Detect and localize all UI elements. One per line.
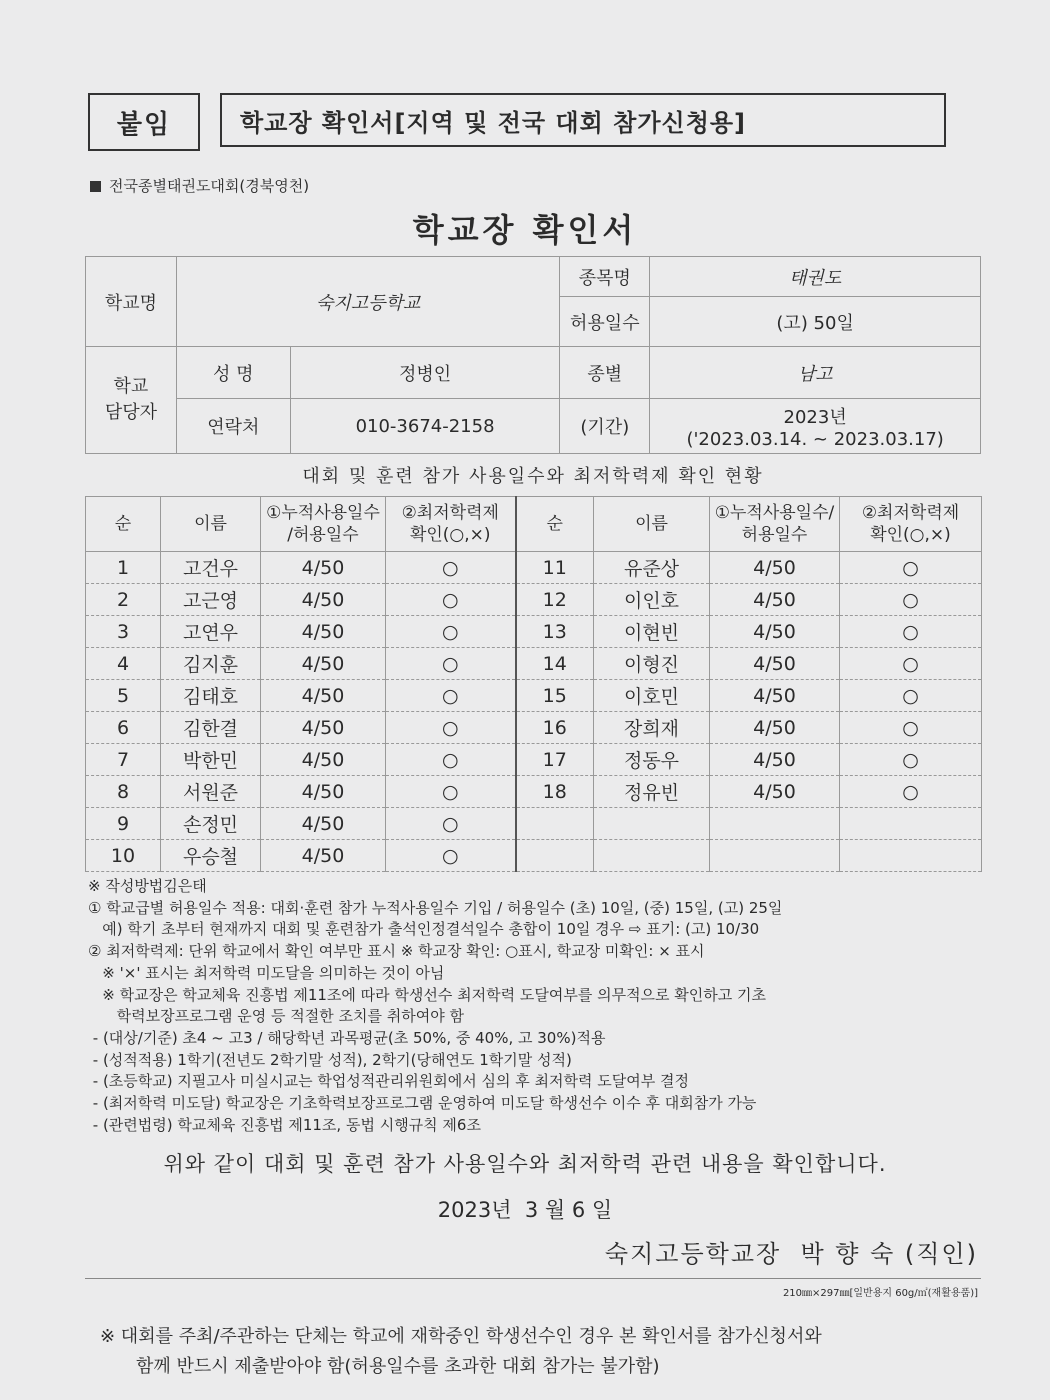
row-no: 10 <box>86 840 161 872</box>
contact-label: 연락처 <box>176 399 290 454</box>
col-days-2 <box>710 497 840 552</box>
col-no: 순 <box>86 497 161 552</box>
row-name <box>594 840 710 872</box>
row-grade-mark: ○ <box>386 680 516 712</box>
row-grade-mark: ○ <box>386 744 516 776</box>
note-line: - (최저학력 미도달) 학교장은 기초학력보장프로그램 운영하여 미도달 학생선수 이수 후 대회참가 가능 <box>88 1094 757 1113</box>
row-grade-mark: ○ <box>840 712 982 744</box>
note-line: ② 최저학력제: 단위 학교에서 확인 여부만 표시 ※ 학교장 확인: ○표시, 학교장 미확인: × 표시 <box>88 942 705 961</box>
row-no: 11 <box>516 552 594 584</box>
row-name: 이인호 <box>594 584 710 616</box>
row-no: 14 <box>516 648 594 680</box>
row-days: 4/50 <box>710 776 840 808</box>
row-no: 5 <box>86 680 161 712</box>
row-name: 유준상 <box>594 552 710 584</box>
row-name: 고연우 <box>161 616 261 648</box>
contact-value: 010-3674-2158 <box>290 399 560 454</box>
row-days: 4/50 <box>261 584 386 616</box>
row-grade-mark: ○ <box>386 584 516 616</box>
row-name: 손정민 <box>161 808 261 840</box>
school-label: 학교명 <box>86 257 177 347</box>
row-grade-mark <box>840 840 982 872</box>
table-row <box>86 808 982 840</box>
row-no: 1 <box>86 552 161 584</box>
table-row <box>86 584 982 616</box>
row-grade-mark: ○ <box>386 616 516 648</box>
row-name: 정동우 <box>594 744 710 776</box>
row-grade-mark: ○ <box>386 552 516 584</box>
row-no: 13 <box>516 616 594 648</box>
row-days: 4/50 <box>710 552 840 584</box>
row-days: 4/50 <box>710 680 840 712</box>
days-value: (고) 50일 <box>650 297 981 347</box>
category-label: 종별 <box>560 347 650 399</box>
row-name: 이호민 <box>594 680 710 712</box>
row-name: 고건우 <box>161 552 261 584</box>
row-no: 18 <box>516 776 594 808</box>
table-row <box>86 648 982 680</box>
note-line: 학력보장프로그램 운영 등 적절한 조치를 취하여야 함 <box>88 1007 464 1026</box>
row-no: 16 <box>516 712 594 744</box>
period-year: 2023년 <box>783 406 847 428</box>
col-days <box>261 497 386 552</box>
period-label: (기간) <box>560 399 650 454</box>
period-value <box>650 399 981 454</box>
days-label: 허용일수 <box>560 297 650 347</box>
square-bullet-icon <box>90 181 101 192</box>
principal-signature: 숙지고등학교장 박 향 숙 (직인) <box>604 1240 978 1268</box>
header-title: 학교장 확인서[지역 및 전국 대회 참가신청용] <box>240 108 747 137</box>
row-days <box>710 840 840 872</box>
row-grade-mark: ○ <box>840 552 982 584</box>
row-days: 4/50 <box>710 648 840 680</box>
col-grade-2-line2: 확인(○,×) <box>870 525 951 545</box>
row-days: 4/50 <box>710 712 840 744</box>
row-grade-mark: ○ <box>840 776 982 808</box>
section-title: 대회 및 훈련 참가 사용일수와 최저학력제 확인 현황 <box>302 466 764 487</box>
paper-spec: 210㎜×297㎜[일반용지 60g/㎡(재활용품)] <box>782 1288 978 1299</box>
row-grade-mark: ○ <box>840 680 982 712</box>
row-days: 4/50 <box>261 744 386 776</box>
row-grade-mark: ○ <box>386 712 516 744</box>
participants-table <box>85 496 982 872</box>
row-days: 4/50 <box>261 840 386 872</box>
row-name <box>594 808 710 840</box>
row-days: 4/50 <box>261 776 386 808</box>
row-name: 우승철 <box>161 840 261 872</box>
row-name: 이현빈 <box>594 616 710 648</box>
note-line: ① 학교급별 허용일수 적용: 대회·훈련 참가 누적사용일수 기입 / 허용일수 (초) 10일, (중) 15일, (고) 25일 <box>88 898 783 917</box>
row-no: 4 <box>86 648 161 680</box>
row-no: 6 <box>86 712 161 744</box>
row-days: 4/50 <box>261 712 386 744</box>
row-name: 이형진 <box>594 648 710 680</box>
row-grade-mark: ○ <box>386 648 516 680</box>
col-grade-line2: 확인(○,×) <box>409 525 491 545</box>
row-name: 김한결 <box>161 712 261 744</box>
row-days <box>710 808 840 840</box>
row-no: 7 <box>86 744 161 776</box>
row-days: 4/50 <box>710 616 840 648</box>
staff-label: 학교 담당자 <box>86 347 177 454</box>
row-days: 4/50 <box>710 584 840 616</box>
info-table <box>85 256 981 454</box>
row-grade-mark: ○ <box>386 808 516 840</box>
col-grade <box>386 497 516 552</box>
col-grade-2-line1: ②최저학력제 <box>861 503 960 523</box>
period-range: ('2023.03.14. ~ 2023.03.17) <box>686 428 944 450</box>
row-grade-mark <box>840 808 982 840</box>
footer-note <box>100 1322 822 1382</box>
event-label: 종목명 <box>560 257 650 297</box>
table-row <box>86 552 982 584</box>
event-value: 태권도 <box>650 257 981 297</box>
name-label: 성 명 <box>176 347 290 399</box>
row-days: 4/50 <box>261 680 386 712</box>
row-no: 8 <box>86 776 161 808</box>
row-no: 17 <box>516 744 594 776</box>
row-days: 4/50 <box>710 744 840 776</box>
note-line: 예) 학기 초부터 현재까지 대회 및 훈련참가 출석인정결석일수 총합이 10일 경우 ⇨ 표기: (고) 10/30 <box>88 920 760 939</box>
col-days-line1: ①누적사용일수 <box>266 503 380 523</box>
note-line: ※ 작성방법김은태 <box>88 877 207 895</box>
row-name: 고근영 <box>161 584 261 616</box>
event-name: 전국종별태권도대회(경북영천) <box>109 177 310 195</box>
row-name: 장희재 <box>594 712 710 744</box>
note-line: - (관련법령) 학교체육 진흥법 제11조, 동법 시행규칙 제6조 <box>88 1115 481 1134</box>
row-no <box>516 808 594 840</box>
row-name: 김태호 <box>161 680 261 712</box>
row-days: 4/50 <box>261 808 386 840</box>
row-grade-mark: ○ <box>840 584 982 616</box>
note-line: ※ 학교장은 학교체육 진흥법 제11조에 따라 학생선수 최저학력 도달여부를 의무적으로 확인하고 기초 <box>88 985 767 1004</box>
col-no-2: 순 <box>516 497 594 552</box>
name-value: 정병인 <box>290 347 560 399</box>
row-no: 3 <box>86 616 161 648</box>
table-row <box>86 680 982 712</box>
footer-line-1: ※ 대회를 주최/주관하는 단체는 학교에 재학중인 학생선수인 경우 본 확인서를 참가신청서와 <box>100 1326 822 1347</box>
attachment-tag <box>88 93 200 151</box>
school-value: 숙지고등학교 <box>176 257 560 347</box>
row-grade-mark: ○ <box>840 616 982 648</box>
table-row <box>86 776 982 808</box>
note-line: - (대상/기준) 초4 ~ 고3 / 해당학년 과목평균(초 50%, 중 40%, 고 30%)적용 <box>88 1028 606 1047</box>
table-row <box>86 616 982 648</box>
col-name: 이름 <box>161 497 261 552</box>
col-grade-2 <box>840 497 982 552</box>
table-row <box>86 840 982 872</box>
document-title: 학교장 확인서 <box>412 211 638 249</box>
header-title-box <box>220 93 946 147</box>
col-grade-line1: ②최저학력제 <box>401 503 499 523</box>
table-row <box>86 744 982 776</box>
divider <box>85 1278 981 1279</box>
note-line: ※ '×' 표시는 최저학력 미도달을 의미하는 것이 아님 <box>88 963 445 982</box>
row-name: 서원준 <box>161 776 261 808</box>
row-name: 김지훈 <box>161 648 261 680</box>
row-name: 박한민 <box>161 744 261 776</box>
row-no: 15 <box>516 680 594 712</box>
table-row <box>86 712 982 744</box>
notes <box>88 876 988 1136</box>
row-days: 4/50 <box>261 616 386 648</box>
row-days: 4/50 <box>261 648 386 680</box>
row-grade-mark: ○ <box>386 840 516 872</box>
col-days-2-line1: ①누적사용일수/ <box>714 503 835 523</box>
col-name-2: 이름 <box>594 497 710 552</box>
issue-date: 2023년 3 월 6 일 <box>437 1198 613 1222</box>
confirm-statement: 위와 같이 대회 및 훈련 참가 사용일수와 최저학력 관련 내용을 확인합니다. <box>163 1152 887 1176</box>
col-days-line2: /허용일수 <box>287 525 359 545</box>
attachment-tag-label: 붙임 <box>116 109 172 140</box>
col-days-2-line2: 허용일수 <box>741 525 808 545</box>
row-grade-mark: ○ <box>840 648 982 680</box>
footer-line-2: 함께 반드시 제출받아야 함(허용일수를 초과한 대회 참가는 불가함) <box>136 1356 660 1377</box>
event-line <box>90 175 309 196</box>
row-name: 정유빈 <box>594 776 710 808</box>
row-no: 2 <box>86 584 161 616</box>
row-grade-mark: ○ <box>840 744 982 776</box>
note-line: - (초등학교) 지필고사 미실시교는 학업성적관리위원회에서 심의 후 최저학력 도달여부 결정 <box>88 1072 689 1091</box>
row-no <box>516 840 594 872</box>
row-days: 4/50 <box>261 552 386 584</box>
row-no: 12 <box>516 584 594 616</box>
note-line: - (성적적용) 1학기(전년도 2학기말 성적), 2학기(당해연도 1학기말 성적) <box>88 1050 572 1069</box>
row-grade-mark: ○ <box>386 776 516 808</box>
row-no: 9 <box>86 808 161 840</box>
category-value: 남고 <box>650 347 981 399</box>
